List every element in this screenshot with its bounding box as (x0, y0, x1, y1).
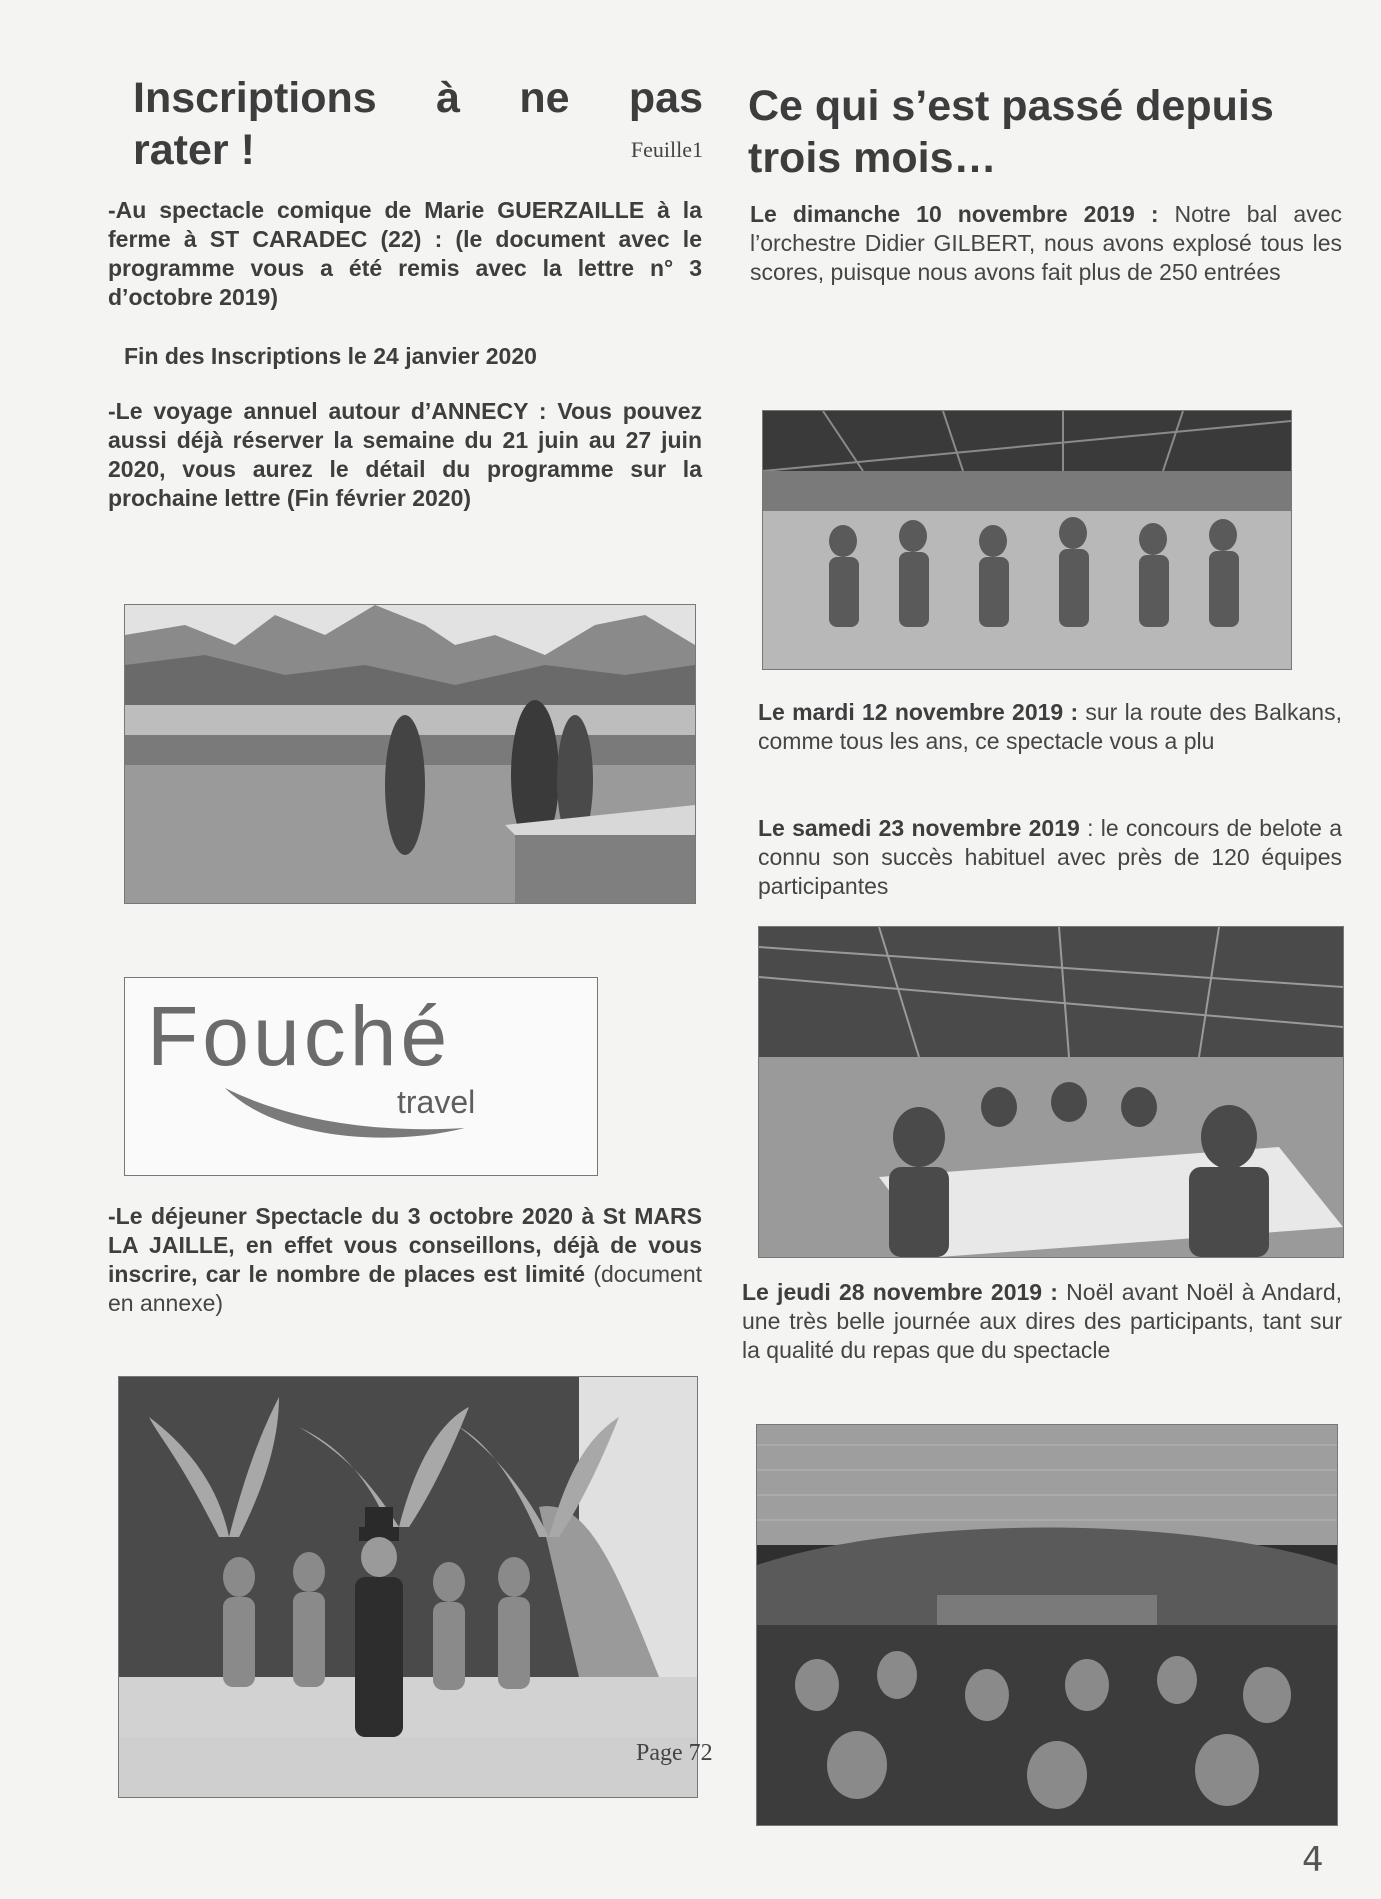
bal-photo-drawing (763, 411, 1291, 669)
event1-date: Le dimanche 10 novembre 2019 : (750, 201, 1159, 227)
left-title-word-3: ne (519, 74, 570, 122)
event2-text: sur la route des Balkans, comme tous les ans, ce spectacle vous a plu (758, 699, 1342, 754)
event4-paragraph (742, 1278, 1342, 1365)
noel-photo-drawing (757, 1425, 1337, 1825)
event2-date: Le mardi 12 novembre 2019 : (758, 699, 1079, 725)
item1-paragraph (108, 196, 702, 312)
left-title-word-2: à (436, 74, 460, 122)
item2-paragraph (108, 397, 702, 513)
event4-date: Le jeudi 28 novembre 2019 : (742, 1279, 1058, 1305)
event1-paragraph (750, 200, 1342, 287)
belote-photo-drawing (759, 927, 1343, 1257)
left-title (133, 72, 703, 176)
item1-deadline (124, 342, 702, 371)
item3-rest: (document en annexe) (108, 1261, 702, 1316)
item3-paragraph (108, 1202, 702, 1318)
event3-text: : le concours de belote a connu son succès habituel avec près de 120 équipes participantes (758, 815, 1343, 899)
event3-date: Le samedi 23 novembre 2019 (758, 815, 1080, 841)
logo-brand: Fouché (147, 989, 452, 1083)
right-title-line2: trois mois… (748, 134, 997, 182)
fouche-travel-logo (124, 977, 598, 1176)
left-title-word-4: pas (628, 74, 703, 122)
item1-deadline-text: Fin des Inscriptions le 24 janvier 2020 (124, 343, 537, 369)
showgirls-photo (118, 1376, 698, 1798)
item2-text: -Le voyage annuel autour d’ANNECY : Vous pouvez aussi déjà réserver la semaine du 21 juin au 27 juin 2020, vous aurez le détail du programme sur la prochaine lettre (Fin février 2020) (108, 398, 702, 511)
page-label: Page 72 (636, 1740, 713, 1766)
right-title-line1: Ce qui s’est passé depuis (748, 82, 1274, 130)
item3-bold: -Le déjeuner Spectacle du 3 octobre 2020 à St MARS LA JAILLE, en effet vous conseillons, déjà de vous inscrire, car le nombre de places est limité (108, 1203, 702, 1287)
event2-paragraph (758, 698, 1342, 756)
belote-photo (758, 926, 1344, 1258)
showgirls-photo-drawing (119, 1377, 697, 1797)
event4-text: Noël avant Noël à Andard, une très belle journée aux dires des participants, tant sur la qualité du repas que du spectacle (742, 1279, 1343, 1363)
left-title-line2: rater ! (133, 126, 255, 174)
event3-paragraph (758, 814, 1342, 901)
event1-text: Notre bal avec l’orchestre Didier GILBERT, nous avons explosé tous les scores, puisque nous avons fait plus de 250 entrées (750, 201, 1342, 285)
bal-photo (762, 410, 1292, 670)
annecy-photo (124, 604, 696, 904)
item1-text: -Au spectacle comique de Marie GUERZAILLE à la ferme à ST CARADEC (22) : (le document avec le programme vous a été remis avec la lettre n° 3 d’octobre 2019) (108, 197, 702, 310)
right-title (748, 80, 1348, 184)
logo-tagline: travel (397, 1084, 476, 1120)
noel-photo (756, 1424, 1338, 1826)
handwritten-page-number: 4 (1302, 1840, 1324, 1880)
sheet-label: Feuille1 (630, 137, 703, 162)
annecy-photo-drawing (125, 605, 695, 903)
left-title-word-1: Inscriptions (133, 74, 377, 122)
